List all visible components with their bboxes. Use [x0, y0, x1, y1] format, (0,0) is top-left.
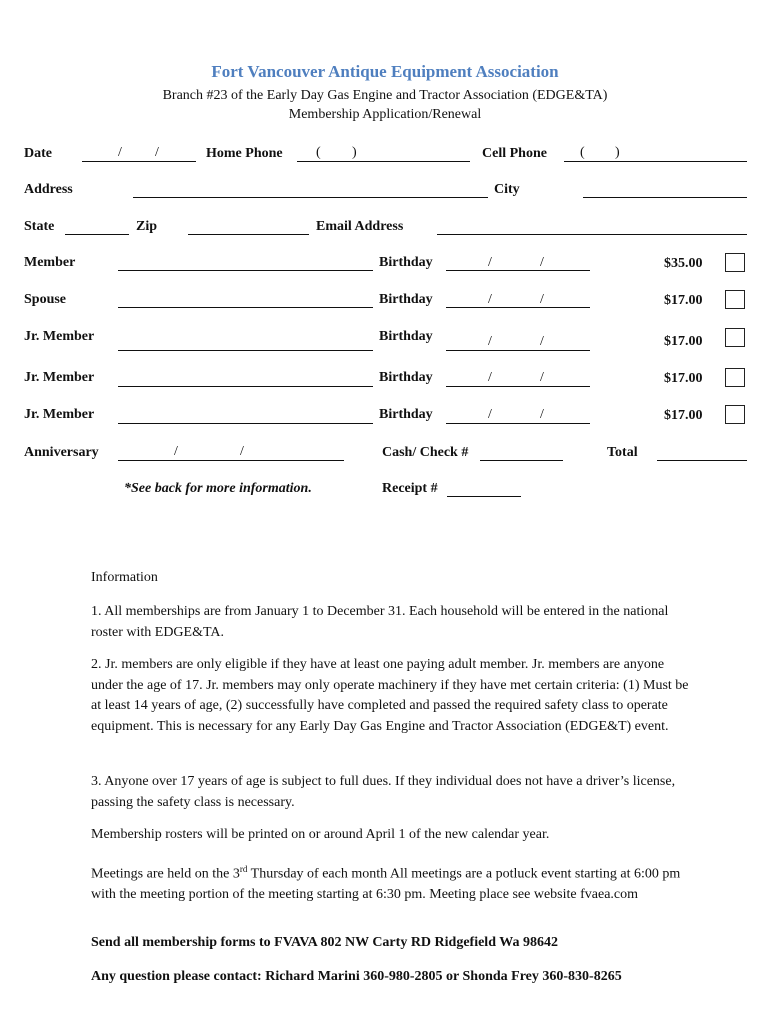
cash-check-label: Cash/ Check # — [382, 445, 469, 460]
city-field[interactable] — [583, 197, 747, 198]
email-field[interactable] — [437, 234, 747, 235]
jr-member-price: $17.00 — [664, 408, 703, 423]
receipt-label: Receipt # — [382, 481, 438, 496]
date-slash: / — [540, 255, 544, 270]
info-paragraph-2: 2. Jr. members are only eligible if they have at least one paying adult member. Jr. members are anyone under the age of 17. Jr. members may only operate machinery if they have met certain criteria: (1) Must be at least 14 years of age, (2) successfully have completed and passed the required safety class to operate equipment. This is necessary for any Early Day Gas Engine and Tractor Association (EDGE&T) event. — [91, 657, 689, 734]
member-row-label: Jr. Member — [24, 329, 95, 344]
jr-member-name-field[interactable] — [118, 423, 373, 424]
date-slash: / — [488, 407, 492, 422]
date-slash: / — [540, 334, 544, 349]
branch-subtitle: Branch #23 of the Early Day Gas Engine and Tractor Association (EDGE&TA) — [162, 88, 608, 103]
form-subtitle: Membership Application/Renewal — [288, 107, 482, 122]
member-price: $35.00 — [664, 256, 703, 271]
jr-member-name-field[interactable] — [118, 386, 373, 387]
spouse-price: $17.00 — [664, 293, 703, 308]
paren-open: ( — [316, 145, 321, 160]
total-field[interactable] — [657, 460, 747, 461]
receipt-field[interactable] — [447, 496, 521, 497]
date-slash: / — [118, 145, 122, 160]
jr-member-checkbox[interactable] — [725, 368, 745, 387]
birthday-label: Birthday — [379, 329, 433, 344]
send-forms-text: Send all membership forms to FVAVA 802 NW Carty RD Ridgefield Wa 98642 — [91, 935, 558, 950]
address-label: Address — [24, 182, 73, 197]
home-phone-field[interactable] — [297, 161, 470, 162]
birthday-label: Birthday — [379, 292, 433, 307]
page-title: Fort Vancouver Antique Equipment Association — [211, 62, 559, 81]
date-slash: / — [488, 292, 492, 307]
birthday-field[interactable] — [446, 270, 590, 271]
info-paragraph-3: 3. Anyone over 17 years of age is subject to full dues. If they individual does not have a driver’s license, passing the safety class is necessary. — [91, 774, 676, 810]
info-paragraph-1: 1. All memberships are from January 1 to December 31. Each household will be entered in the national roster with EDGE&TA. — [91, 604, 669, 640]
address-field[interactable] — [133, 197, 488, 198]
paren-open: ( — [580, 145, 585, 160]
meetings-text-b: Thursday of each month All meetings are a potluck event starting at 6:00 pm with the meeting portion of the meeting starting at 6:30 pm. Meeting place see website fvaea.com — [91, 866, 681, 903]
paren-close: ) — [615, 145, 620, 160]
info-heading: Information — [91, 570, 158, 585]
date-slash: / — [488, 255, 492, 270]
jr-member-checkbox[interactable] — [725, 328, 745, 347]
info-paragraph-4: Membership rosters will be printed on or around April 1 of the new calendar year. — [91, 827, 550, 842]
birthday-field[interactable] — [446, 307, 590, 308]
state-field[interactable] — [65, 234, 129, 235]
paren-close: ) — [352, 145, 357, 160]
meetings-sup: rd — [239, 864, 248, 874]
contact-text: Any question please contact: Richard Marini 360-980-2805 or Shonda Frey 360-830-8265 — [91, 969, 622, 984]
date-field[interactable] — [82, 161, 196, 162]
birthday-label: Birthday — [379, 255, 433, 270]
zip-field[interactable] — [188, 234, 309, 235]
date-label: Date — [24, 146, 52, 161]
jr-member-name-field[interactable] — [118, 350, 373, 351]
cash-check-field[interactable] — [480, 460, 563, 461]
city-label: City — [494, 182, 520, 197]
member-row-label: Spouse — [24, 292, 67, 307]
date-slash: / — [155, 145, 159, 160]
jr-member-price: $17.00 — [664, 371, 703, 386]
birthday-field[interactable] — [446, 386, 590, 387]
date-slash: / — [174, 444, 178, 459]
info-paragraph-5 — [91, 859, 691, 906]
date-slash: / — [540, 292, 544, 307]
anniversary-label: Anniversary — [24, 445, 99, 460]
email-label: Email Address — [316, 219, 404, 234]
birthday-field[interactable] — [446, 350, 590, 351]
spouse-name-field[interactable] — [118, 307, 373, 308]
member-name-field[interactable] — [118, 270, 373, 271]
jr-member-checkbox[interactable] — [725, 405, 745, 424]
date-slash: / — [540, 407, 544, 422]
see-back-note: *See back for more information. — [124, 481, 312, 496]
birthday-field[interactable] — [446, 423, 590, 424]
jr-member-price: $17.00 — [664, 334, 703, 349]
member-row-label: Jr. Member — [24, 370, 95, 385]
meetings-text-a: Meetings are held on the 3 — [91, 866, 240, 882]
state-label: State — [24, 219, 55, 234]
total-label: Total — [607, 445, 638, 460]
member-checkbox[interactable] — [725, 253, 745, 272]
home-phone-label: Home Phone — [206, 146, 283, 161]
date-slash: / — [488, 334, 492, 349]
date-slash: / — [488, 370, 492, 385]
birthday-label: Birthday — [379, 407, 433, 422]
zip-label: Zip — [136, 219, 158, 234]
date-slash: / — [540, 370, 544, 385]
member-row-label: Jr. Member — [24, 407, 95, 422]
cell-phone-label: Cell Phone — [482, 146, 547, 161]
anniversary-field[interactable] — [118, 460, 344, 461]
date-slash: / — [240, 444, 244, 459]
cell-phone-field[interactable] — [564, 161, 747, 162]
spouse-checkbox[interactable] — [725, 290, 745, 309]
member-row-label: Member — [24, 255, 76, 270]
birthday-label: Birthday — [379, 370, 433, 385]
